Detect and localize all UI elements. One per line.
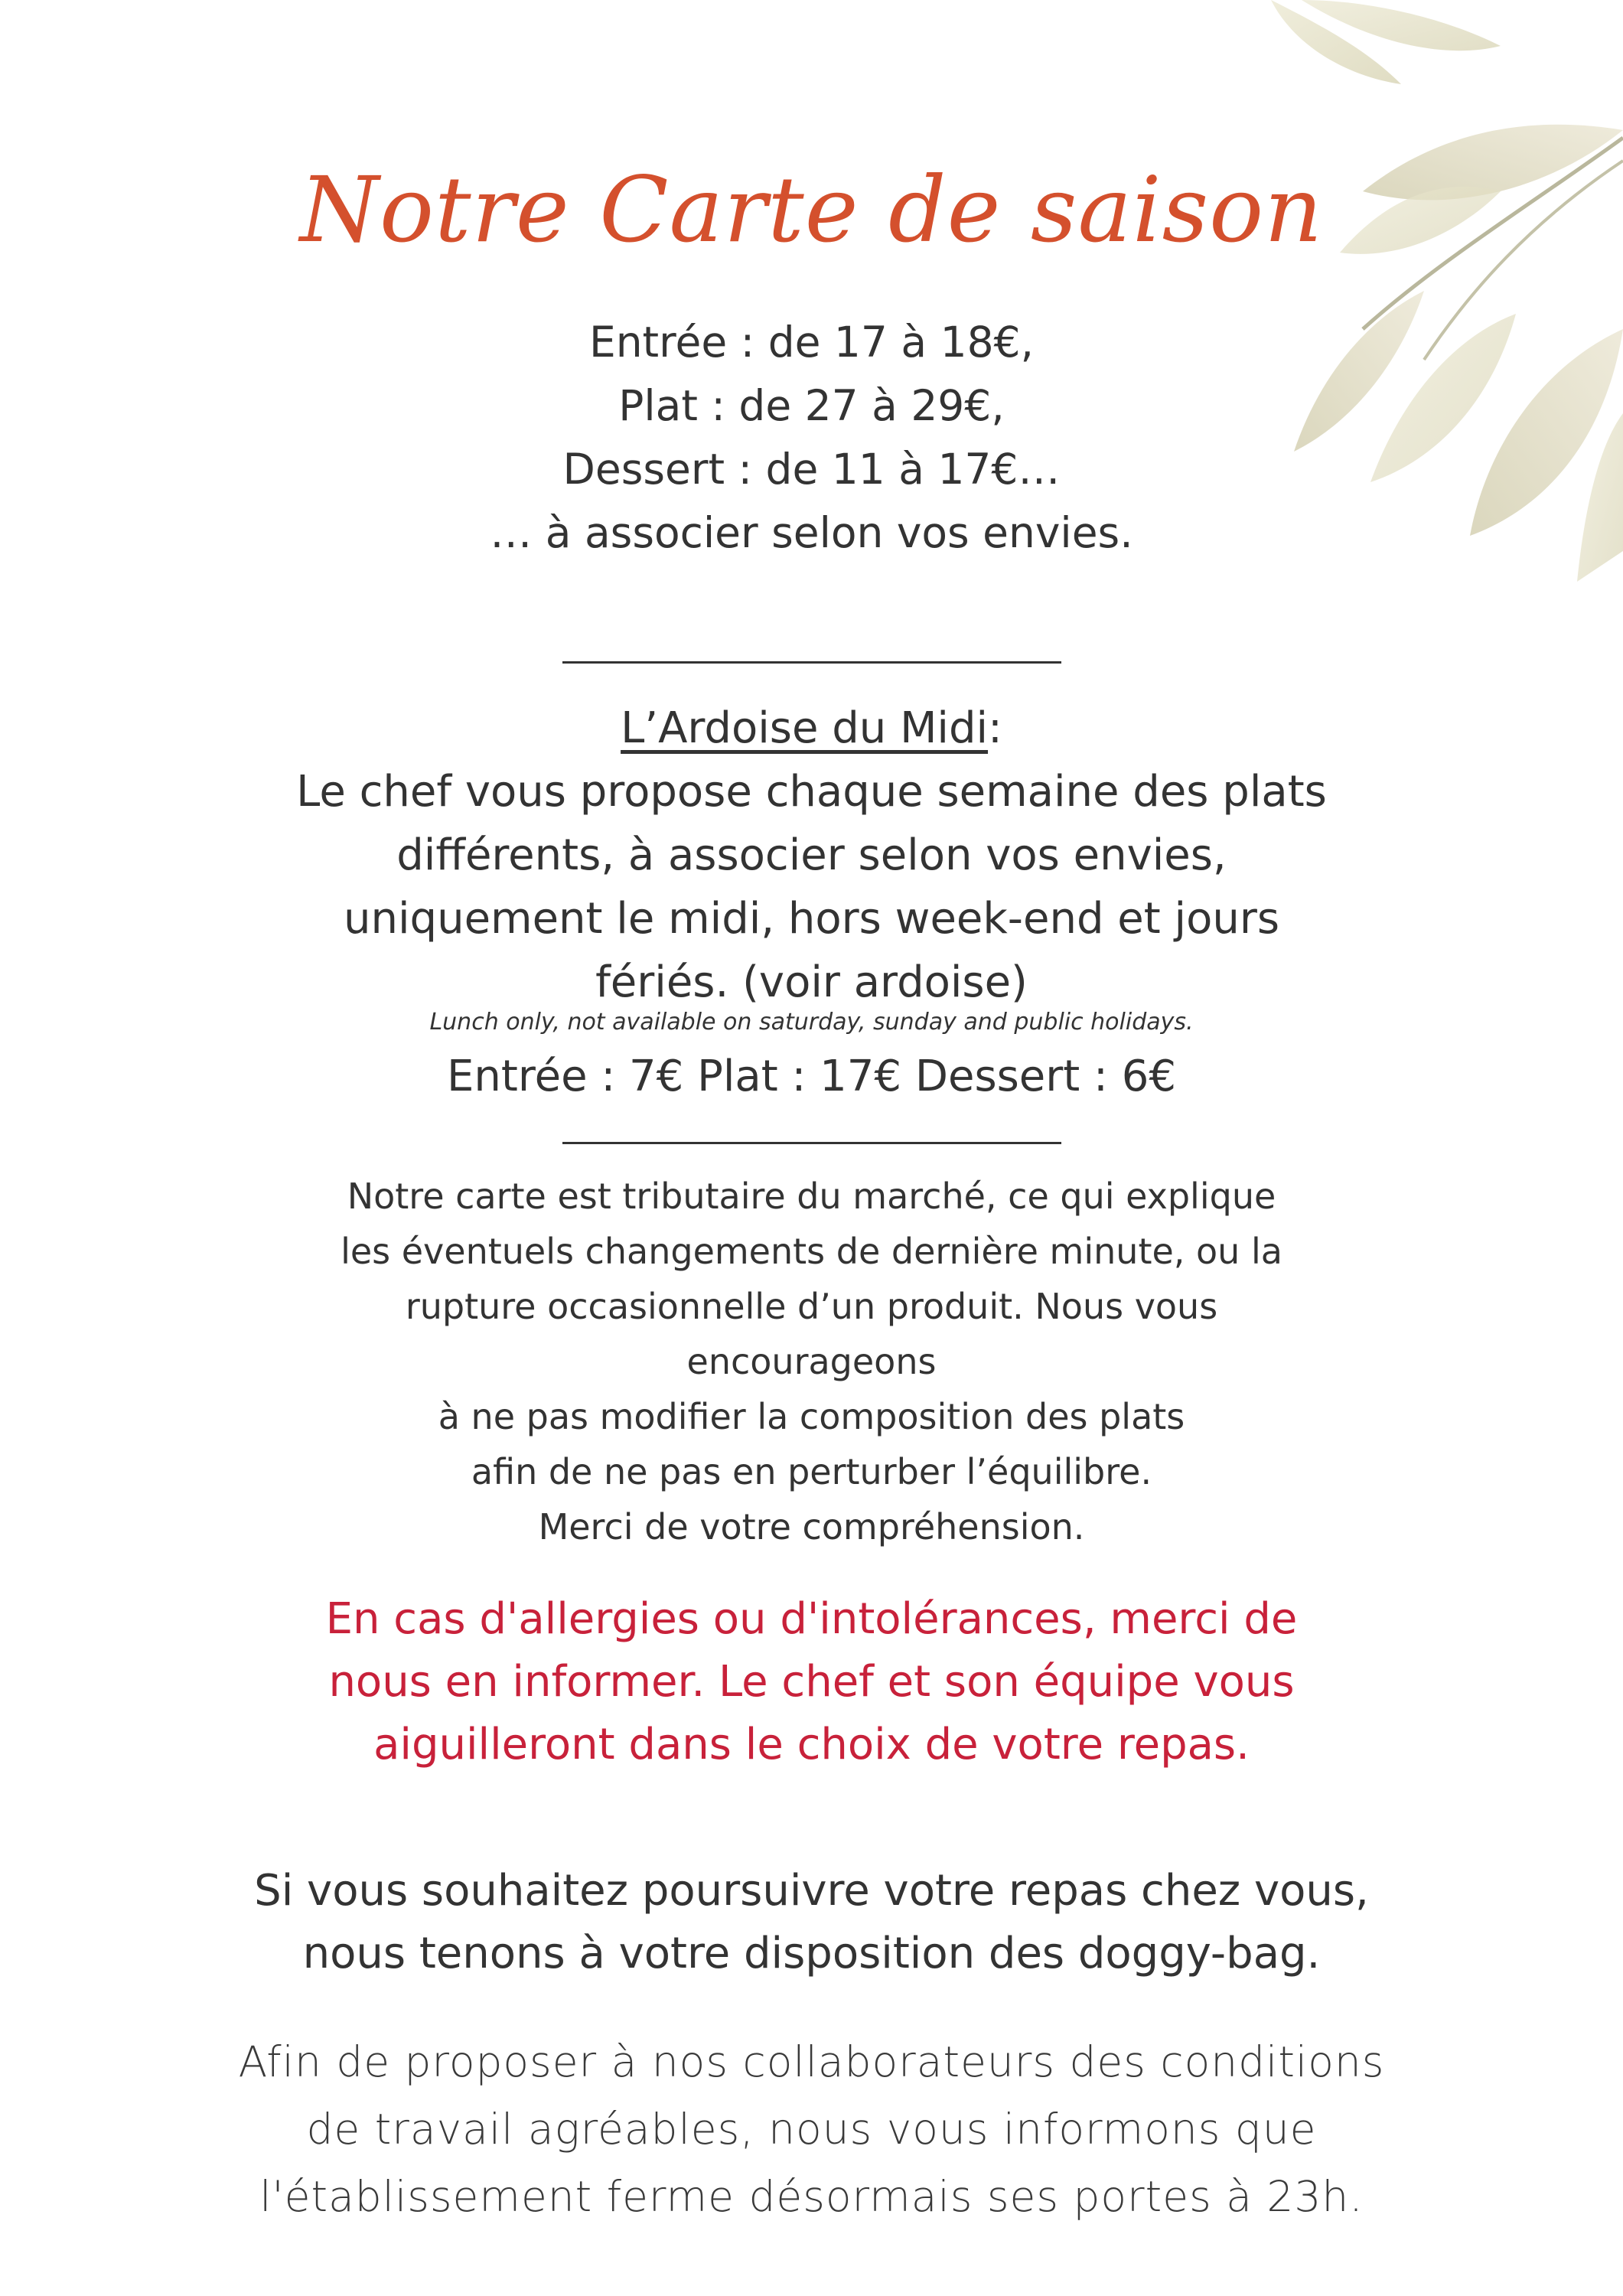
price-ranges — [0, 311, 1623, 565]
market-notice-line: à ne pas modifier la composition des plats — [438, 1396, 1185, 1437]
ardoise-heading-colon: : — [988, 703, 1002, 753]
separator-line — [562, 1142, 1061, 1144]
ardoise-prices: Entrée : 7€ Plat : 17€ Dessert : 6€ — [447, 1052, 1176, 1101]
market-notice-line: les éventuels changements de dernière minute, ou la — [341, 1231, 1282, 1272]
market-notice-line: Notre carte est tributaire du marché, ce qui explique — [347, 1176, 1276, 1217]
doggy-bag-line: nous tenons à votre disposition des doggy-bag. — [302, 1929, 1321, 1978]
ardoise-line: uniquement le midi, hors week-end et jours — [343, 894, 1280, 944]
ardoise-heading-line — [0, 696, 1623, 760]
doggy-bag-line: Si vous souhaitez poursuivre votre repas chez vous, — [254, 1866, 1369, 1916]
ardoise-heading: L’Ardoise du Midi — [621, 703, 989, 753]
closing-notice-line: de travail agréables, nous vous informons que — [306, 2105, 1317, 2154]
closing-notice-line: Afin de proposer à nos collaborateurs des conditions — [238, 2037, 1385, 2086]
allergy-notice-line: aiguilleront dans le choix de votre repas. — [373, 1720, 1250, 1769]
allergy-notice-line: nous en informer. Le chef et son équipe vous — [328, 1657, 1295, 1707]
price-dessert: Dessert : de 11 à 17€… — [562, 445, 1061, 494]
market-notice-line: rupture occasionnelle d’un produit. Nous vous — [405, 1286, 1218, 1327]
closing-time-notice — [0, 2028, 1623, 2230]
ardoise-section — [0, 696, 1623, 1014]
menu-title: Notre Carte de saison — [299, 157, 1324, 263]
market-notice-line: afin de ne pas en perturber l’équilibre. — [471, 1451, 1152, 1492]
price-main: Plat : de 27 à 29€, — [618, 381, 1005, 430]
ardoise-english-note: Lunch only, not available on saturday, sunday and public holidays. — [429, 1009, 1194, 1035]
market-notice — [0, 1169, 1623, 1554]
price-starter: Entrée : de 17 à 18€, — [588, 318, 1035, 367]
ardoise-line: Le chef vous propose chaque semaine des plats — [296, 767, 1327, 817]
market-notice-line: Merci de votre compréhension. — [538, 1506, 1085, 1548]
doggy-bag-notice — [0, 1860, 1623, 1985]
ardoise-line: fériés. (voir ardoise) — [595, 957, 1028, 1007]
allergy-notice — [0, 1588, 1623, 1776]
separator-line — [562, 661, 1061, 664]
closing-notice-line: l'établissement ferme désormais ses portes à 23h. — [259, 2172, 1364, 2221]
market-notice-line: encourageons — [686, 1341, 937, 1382]
price-combine-note: … à associer selon vos envies. — [490, 508, 1133, 557]
ardoise-line: différents, à associer selon vos envies, — [396, 830, 1227, 880]
allergy-notice-line: En cas d'allergies ou d'intolérances, merci de — [325, 1594, 1298, 1644]
